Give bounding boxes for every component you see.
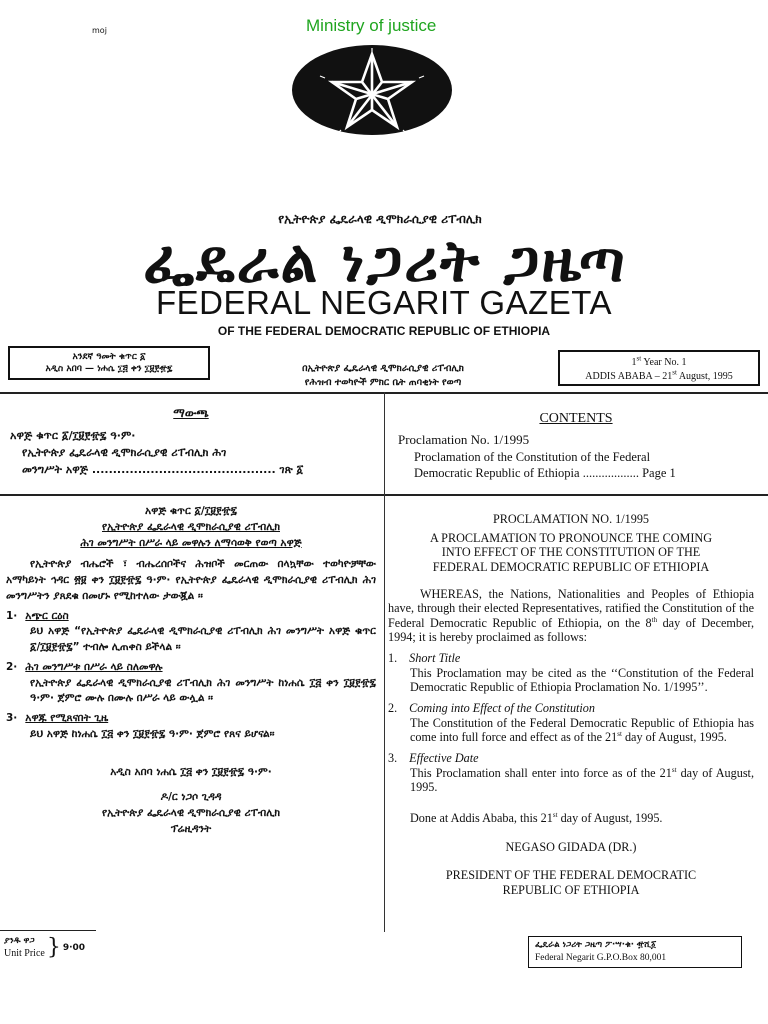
english-section-3-title: Effective Date xyxy=(409,750,479,765)
unit-price xyxy=(4,936,92,970)
issue-box-english xyxy=(558,350,760,386)
contents-amharic-line2: የኢትዮጵያ ፌዴራላዊ ዲሞክራሲያዊ ሪፐብሊክ ሕገ xyxy=(22,445,227,459)
column-divider xyxy=(384,392,385,932)
contents-english-line1: Proclamation No. 1/1995 xyxy=(398,432,530,448)
english-section-2 xyxy=(388,701,754,745)
issue-box-english-line2: ADDIS ABABA – 21st August, 1995 xyxy=(585,368,733,382)
english-signatory-title-2: REPUBLIC OF ETHIOPIA xyxy=(502,882,640,897)
english-preamble: WHEREAS, the Nations, Nationalities and Peoples of Ethiopia have, through their elected Representatives, ratified the Constitution of the Federal Democratic Republic of Ethiopia, on the 8th day of December, 1994; it is hereby proclaimed as follows: xyxy=(388,586,754,645)
issue-box-amharic-line2: አዲስ አበባ — ነሐሴ ፲፭ ቀን ፲፱፻፹፯ xyxy=(45,364,173,375)
issue-box-amharic xyxy=(8,346,210,380)
contents-amharic-line1: አዋጅ ቁጥር ፩/፲፱፻፹፯ ዓ·ም· xyxy=(10,428,136,442)
english-section-2-text: The Constitution of the Federal Democratic Republic of Ethiopia has come into full force and effect as of the 21st day of August, 1995. xyxy=(410,715,754,745)
amharic-heading-2: የኢትዮጵያ ፌዴራላዊ ዲሞክራሲያዊ ሪፐብሊክ xyxy=(102,520,280,533)
issue-box-english-line1: 1st Year No. 1 xyxy=(631,354,687,368)
unit-price-amharic: ያንዱ ዋጋ xyxy=(4,936,35,946)
amharic-section-1-number: 1· xyxy=(6,609,18,622)
english-section-1-text: This Proclamation may be cited as the ‘‘Constitution of the Federal Democratic Republic of Ethiopia Proclamation No. 1/1995’’. xyxy=(410,665,754,695)
amharic-section-3-text: ይህ አዋጅ ከነሐሴ ፲፭ ቀን ፲፱፻፹፯ ዓ·ም· ጀምሮ የጸና ይሆናል። xyxy=(30,727,275,740)
proclamation-english xyxy=(388,512,754,897)
english-section-1 xyxy=(388,651,754,695)
brace-icon: } xyxy=(46,935,61,961)
amharic-signatory-name: ዶ/ር ነጋሶ ጊዳዳ xyxy=(160,791,222,804)
ministry-label: Ministry of justice xyxy=(306,16,437,35)
amharic-signatory-title: ፕሬዚዳንት xyxy=(170,822,212,835)
national-emblem-icon xyxy=(291,44,453,136)
amharic-section-2-text: የኢትዮጵያ ፌዴራላዊ ዲሞክራሲያዊ ሪፐብሊክ ሕገ መንግሥት ከነሐሴ ፲፭ ቀን ፲፱፻፹፯ ዓ·ም· ጀምሮ ሙሉ በሙሉ በሥራ ላይ ውሏል ። xyxy=(30,676,376,705)
english-signatory-name: NEGASO GIDADA (DR.) xyxy=(505,839,637,854)
contents-amharic xyxy=(10,404,372,478)
file-tag: moj xyxy=(92,26,107,35)
issue-box-amharic-line1: አንደኛ ዓመት ቁጥር ፩ xyxy=(72,352,146,362)
amharic-heading-3: ሕገ መንግሥት በሥራ ላይ መዋሉን ለማሳወቅ የወጣ አዋጅ xyxy=(80,536,302,549)
authority-amharic-line2: የሕዝብ ተወካዮች ምክር ቤት ጠባቂነት የወጣ xyxy=(304,377,462,389)
po-box xyxy=(528,936,742,968)
contents-amharic-line3: መንግሥት አዋጅ ............................................ ገጽ ፩ xyxy=(22,462,304,476)
english-signatory-title-1: PRESIDENT OF THE FEDERAL DEMOCRATIC xyxy=(445,868,697,883)
contents-english xyxy=(398,410,754,482)
english-section-1-title: Short Title xyxy=(409,651,461,666)
amharic-section-3-number: 3· xyxy=(6,712,18,724)
masthead-amharic-top: የኢትዮጵያ ፌዴራላዊ ዲሞክራሲያዊ ሪፐብሊክ xyxy=(278,212,482,226)
amharic-preamble: የኢትዮጵያ ብሔሮች ፣ ብሔረሰቦችና ሕዝቦች መርጠው በላኳቸው ተወካዮቻቸው አማካይነት ኅዳር ፳፱ ቀን ፲፱፻፹፯ ዓ·ም· የኢትዮጵያ ፌዴራላዊ ዲሞክራሲያዊ ሪፐብሊክ ሕገ መንግሥትን ያጸደቁ በመሆኑ የሚከተለው ታውጇል ። xyxy=(6,558,376,602)
authority-amharic-line1: በኢትዮጵያ ፌዴራላዊ ዲሞክራሲያዊ ሪፐብሊክ xyxy=(302,363,464,374)
amharic-signatory-org: የኢትዮጵያ ፌዴራላዊ ዲሞክራሲያዊ ሪፐብሊክ xyxy=(102,807,280,819)
authority-amharic xyxy=(248,362,518,391)
amharic-section-1 xyxy=(6,609,376,656)
po-box-english: Federal Negarit G.P.O.Box 80,001 xyxy=(535,952,667,963)
amharic-section-3-title: አዋጁ የሚጸናበት ጊዜ xyxy=(25,712,109,724)
contents-english-heading: CONTENTS xyxy=(539,411,613,426)
english-heading-1: PROCLAMATION NO. 1/1995 xyxy=(492,512,650,526)
english-heading-3: INTO EFFECT OF THE CONSTITUTION OF THE xyxy=(441,545,701,560)
proclamation-amharic xyxy=(6,504,376,838)
english-section-3-text: This Proclamation shall enter into force as of the 21st day of August, 1995. xyxy=(410,765,754,795)
english-section-3-number: 3. xyxy=(388,750,398,765)
footer-rule-left xyxy=(0,930,96,931)
english-section-1-number: 1. xyxy=(388,651,398,666)
amharic-heading-1: አዋጅ ቁጥር ፩/፲፱፻፹፯ xyxy=(144,505,238,517)
unit-price-value: 9·00 xyxy=(62,943,86,954)
amharic-section-3 xyxy=(6,711,376,743)
english-done-line: Done at Addis Ababa, this 21st day of August, 1995. xyxy=(410,810,663,825)
masthead-subtitle: OF THE FEDERAL DEMOCRATIC REPUBLIC OF ETHIOPIA xyxy=(217,324,551,338)
amharic-section-2-number: 2· xyxy=(6,660,18,673)
english-section-2-number: 2. xyxy=(388,701,398,716)
english-heading-2: A PROCLAMATION TO PRONOUNCE THE COMING xyxy=(429,530,713,545)
masthead-amharic-title: ፌዴራል ነጋሪት ጋዜጣ xyxy=(143,227,627,295)
amharic-done-line: አዲስ አበባ ነሐሴ ፲፭ ቀን ፲፱፻፹፯ ዓ·ም· xyxy=(110,765,272,778)
contents-english-line3: Democratic Republic of Ethiopia .................. Page 1 xyxy=(414,466,676,481)
amharic-section-1-title: አጭር ርዕስ xyxy=(25,609,69,622)
amharic-section-1-text: ይህ አዋጅ “የኢትዮጵያ ፌዴራላዊ ዲሞክራሲያዊ ሪፐብሊክ ሕገ መንግሥት አዋጅ ቁጥር ፩/፲፱፻፹፯” ተብሎ ሊጠቀስ ይችላል ። xyxy=(30,625,376,653)
amharic-section-2 xyxy=(6,660,376,707)
unit-price-english: Unit Price xyxy=(4,948,45,960)
masthead-title: FEDERAL NEGARIT GAZETA xyxy=(156,284,612,321)
contents-amharic-heading: ማውጫ xyxy=(173,406,209,420)
po-box-amharic: ፌዴራል ነጋሪት ጋዜጣ ፖ·ሣ·ቁ· ፹ሺ፩ xyxy=(535,940,657,950)
english-section-3 xyxy=(388,751,754,795)
amharic-section-2-title: ሕገ መንግሥቱ በሥራ ላይ ስለመዋሉ xyxy=(25,660,163,673)
contents-english-line2: Proclamation of the Constitution of the Federal xyxy=(414,450,651,465)
english-heading-4: FEDERAL DEMOCRATIC REPUBLIC OF ETHIOPIA xyxy=(432,559,710,574)
english-section-2-title: Coming into Effect of the Constitution xyxy=(409,701,595,716)
